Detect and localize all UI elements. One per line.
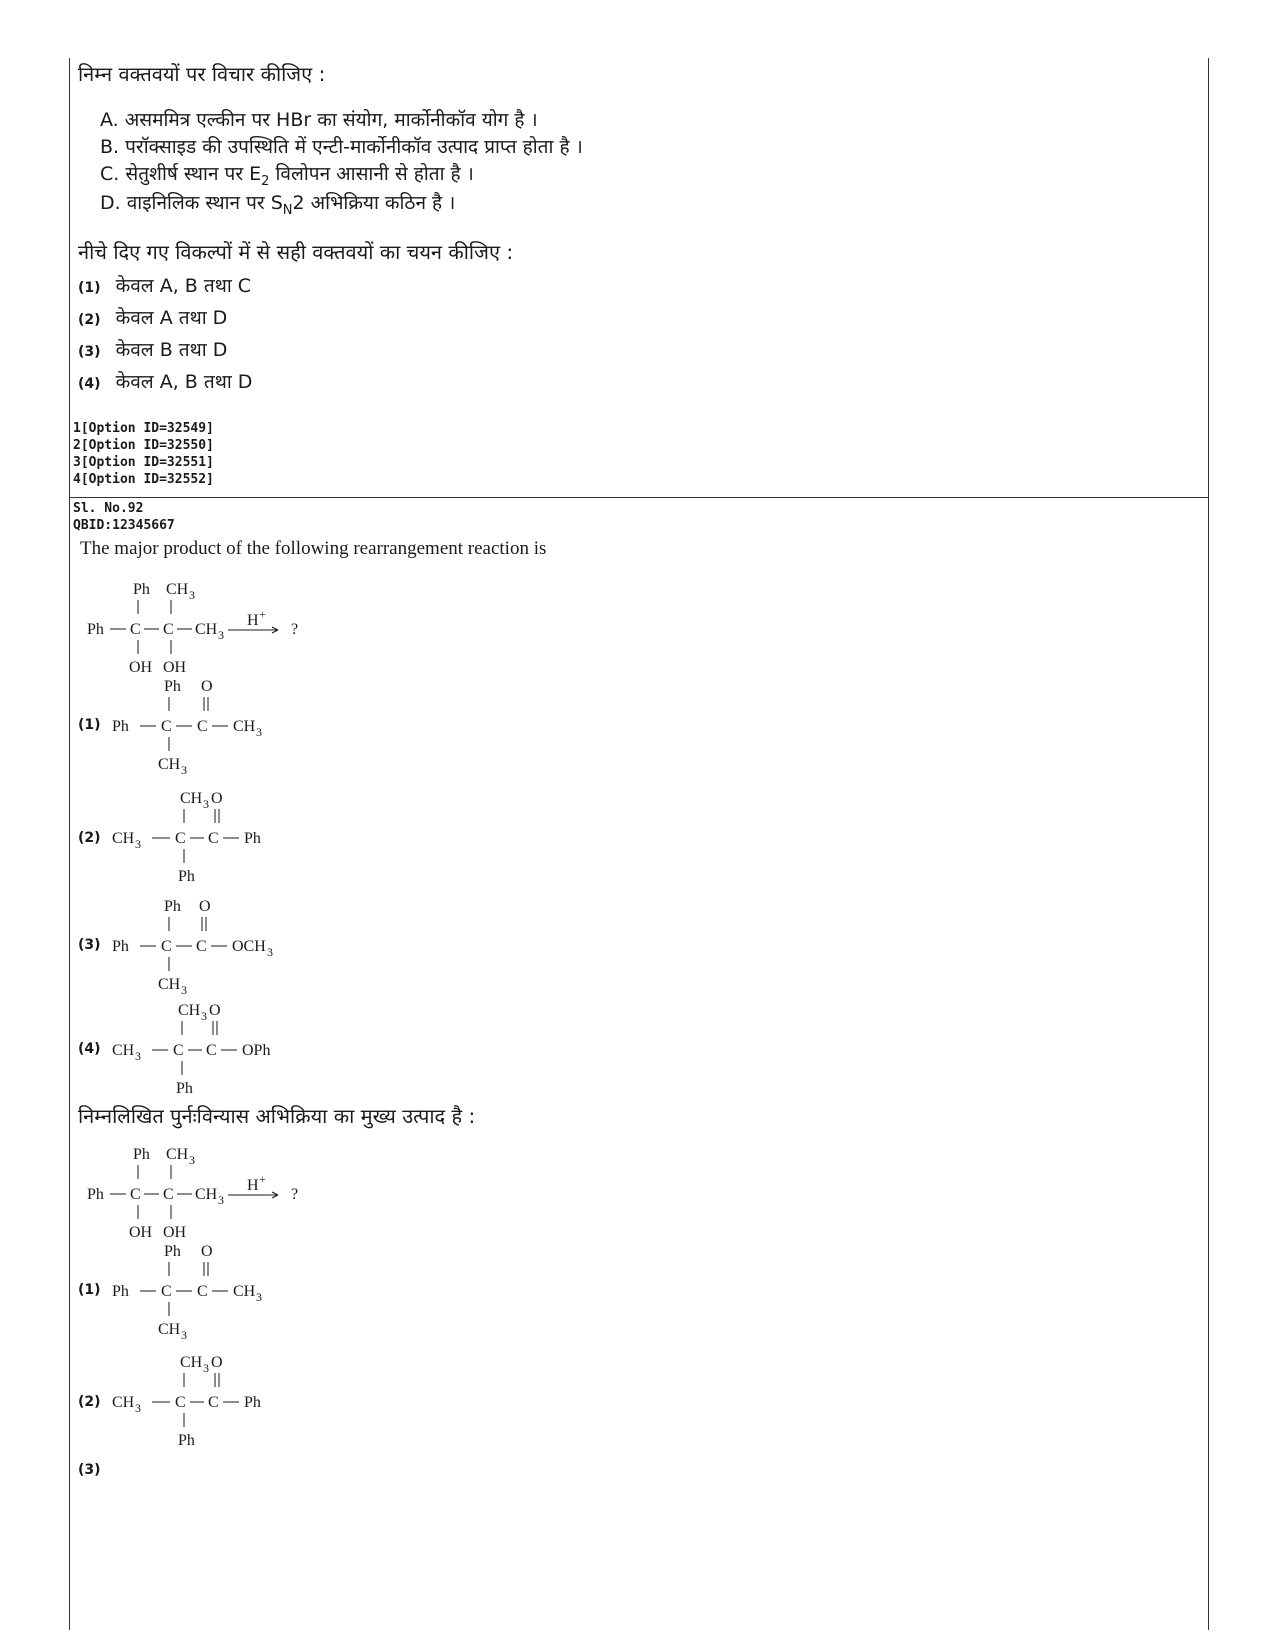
chem-ch: CH [166,581,189,598]
chem-sup: + [259,607,266,621]
q91-statement-c [100,160,474,189]
statement-label: C. [100,163,120,185]
chem-ph: Ph [164,678,181,695]
question-divider [69,497,1209,498]
option-number: (3) [78,344,101,360]
q91-intro: निम्न वक्तवयों पर विचार कीजिए : [78,62,326,86]
chem-sub: 3 [267,945,273,959]
chem-sub: 3 [181,763,187,777]
chem-och: OCH [232,938,266,955]
chem-ph: Ph [112,938,129,955]
q92-option-1-number[interactable]: (1) [78,717,101,733]
q92-option-3-number[interactable]: (3) [78,937,101,953]
chem-o: O [211,790,223,807]
chem-sub: 3 [218,1193,224,1207]
chem-c: C [163,621,174,638]
chem-ch: CH [112,830,135,847]
chem-o: O [211,1354,223,1371]
chem-sub: 3 [135,837,141,851]
chem-c: C [208,1394,219,1411]
option-text: केवल A तथा D [115,307,228,329]
chem-sub: 3 [181,983,187,997]
chem-ch: CH [158,756,181,773]
chem-ph: Ph [87,1186,104,1203]
chem-sub: 3 [135,1049,141,1063]
q91-option-4[interactable] [78,368,252,394]
chem-ph: Ph [87,621,104,638]
chem-oh: OH [163,659,187,676]
chem-oph: OPh [242,1042,271,1059]
q92-hi-option-1-number[interactable]: (1) [78,1282,101,1298]
chem-ph: Ph [244,1394,261,1411]
chem-question: ? [291,1186,299,1203]
chem-sub: 3 [218,628,224,642]
q91-statement-d [100,189,455,218]
q92-question-en: The major product of the following rearrangement reaction is [80,538,547,559]
option-id: 4[Option ID=32552] [73,472,214,487]
q91-option-3[interactable] [78,336,227,362]
left-border [69,58,70,1630]
chem-question: ? [291,621,299,638]
q92-hi-option-2-structure[interactable] [112,1351,312,1451]
chem-ch: CH [195,1186,218,1203]
chem-sub: 3 [189,588,195,602]
q92-reaction-en [85,578,325,678]
chem-sub: 3 [256,1290,262,1304]
chem-c: C [196,938,207,955]
chem-c: C [161,718,172,735]
chem-sub: 3 [181,1328,187,1342]
chem-ch: CH [178,1002,201,1019]
statement-label: A. [100,109,119,131]
chem-o: O [201,678,213,695]
chem-c: C [197,718,208,735]
option-text: केवल A, B तथा D [115,371,253,393]
chem-c: C [175,1394,186,1411]
option-number: (4) [78,376,101,392]
chem-ch: CH [180,1354,203,1371]
chem-sub: 3 [201,1009,207,1023]
chem-sub: 3 [256,725,262,739]
statement-text: परॉक्साइड की उपस्थिति में एन्टी-मार्कोनीकॉव उत्पाद प्राप्त होता है । [125,136,583,158]
option-number: (2) [78,312,101,328]
chem-h: H [247,612,259,629]
q92-option-1-structure[interactable] [112,675,312,775]
chem-ch: CH [180,790,203,807]
chem-c: C [130,1186,141,1203]
chem-c: C [173,1042,184,1059]
chem-ph: Ph [178,868,195,885]
right-border [1208,58,1209,1630]
chem-sub: 3 [189,1153,195,1167]
chem-o: O [201,1243,213,1260]
q92-hi-option-1-structure[interactable] [112,1240,312,1340]
q92-option-2-number[interactable]: (2) [78,830,101,846]
chem-c: C [175,830,186,847]
chem-oh: OH [129,659,153,676]
q91-option-ids [73,420,214,488]
chem-c: C [130,621,141,638]
chem-h: H [247,1177,259,1194]
q92-header [73,500,175,534]
chem-c: C [197,1283,208,1300]
chem-ph: Ph [164,1243,181,1260]
chem-c: C [161,1283,172,1300]
qbid: QBID:12345667 [73,518,175,533]
option-id: 3[Option ID=32551] [73,455,214,470]
option-number: (1) [78,280,101,296]
chem-sup: + [259,1172,266,1186]
chem-ph: Ph [112,1283,129,1300]
chem-oh: OH [129,1224,153,1241]
chem-sub: 3 [203,1361,209,1375]
chem-c: C [206,1042,217,1059]
q92-hi-option-2-number[interactable]: (2) [78,1394,101,1410]
chem-ch: CH [166,1146,189,1163]
chem-o: O [199,898,211,915]
statement-text-pre: वाइनिलिक स्थान पर S [126,192,283,214]
chem-c: C [161,938,172,955]
q92-option-3-structure[interactable] [112,895,312,995]
chem-oh: OH [163,1224,187,1241]
chem-ph: Ph [176,1080,193,1097]
q92-reaction-hi [85,1143,325,1243]
q91-option-1[interactable] [78,272,251,298]
q91-prompt: नीचे दिए गए विकल्पों में से सही वक्तवयों का चयन कीजिए : [78,240,514,264]
chem-ph: Ph [244,830,261,847]
chem-ch: CH [112,1394,135,1411]
chem-ch: CH [195,621,218,638]
chem-o: O [209,1002,221,1019]
chem-ph: Ph [133,1146,150,1163]
chem-ch: CH [158,976,181,993]
q92-option-2-structure[interactable] [112,787,312,887]
q92-question-hi: निम्नलिखित पुर्नःविन्यास अभिक्रिया का मुख्य उत्पाद है : [78,1104,476,1128]
subscript: N [282,202,293,218]
statement-text-pre: सेतुशीर्ष स्थान पर E [125,163,262,185]
statement-text: असममित्र एल्कीन पर HBr का संयोग, मार्कोनीकॉव योग है । [124,109,538,131]
q91-option-2[interactable] [78,304,227,330]
q91-statement-b [100,133,583,159]
chem-ch: CH [112,1042,135,1059]
chem-ph: Ph [112,718,129,735]
chem-ch: CH [233,1283,256,1300]
statement-label: B. [100,136,120,158]
option-id: 2[Option ID=32550] [73,438,214,453]
chem-c: C [163,1186,174,1203]
statement-text-post: 2 अभिक्रिया कठिन है । [292,192,456,214]
q91-statement-a [100,106,538,132]
statement-text-post: विलोपन आसानी से होता है । [269,163,474,185]
q92-option-4-structure[interactable] [112,999,312,1099]
q92-hi-option-3-number[interactable]: (3) [78,1462,101,1478]
chem-sub: 3 [203,797,209,811]
chem-ph: Ph [133,581,150,598]
q92-option-4-number[interactable]: (4) [78,1041,101,1057]
serial-number: Sl. No.92 [73,501,144,516]
option-id: 1[Option ID=32549] [73,421,214,436]
subscript: 2 [261,173,270,189]
option-text: केवल B तथा D [115,339,228,361]
chem-ch: CH [233,718,256,735]
chem-ph: Ph [178,1432,195,1449]
chem-sub: 3 [135,1401,141,1415]
chem-ph: Ph [164,898,181,915]
chem-c: C [208,830,219,847]
statement-label: D. [100,192,121,214]
chem-ch: CH [158,1321,181,1338]
option-text: केवल A, B तथा C [115,275,252,297]
